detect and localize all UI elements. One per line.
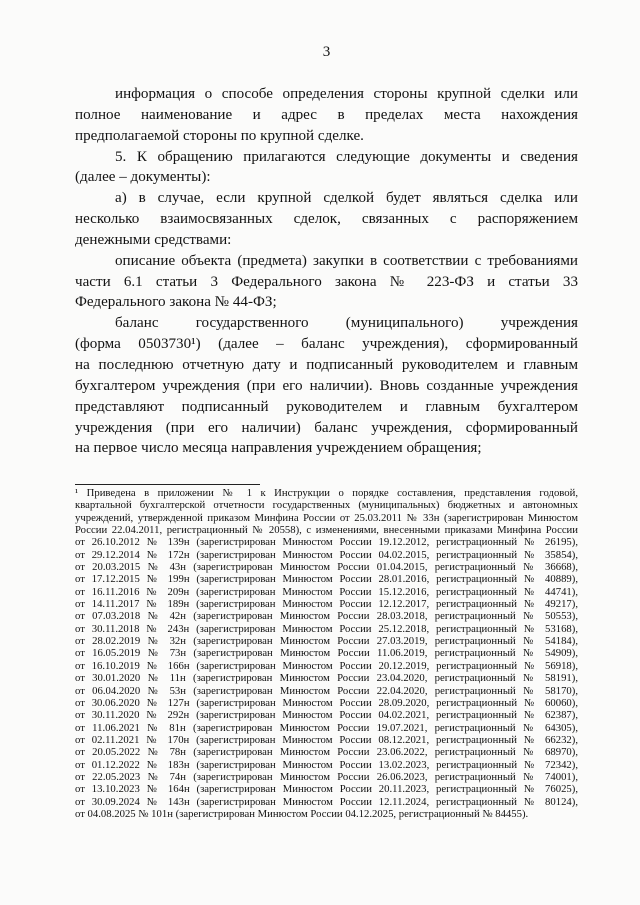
text-line: описание объекта (предмета) закупки в соответствии с требованиями	[115, 252, 578, 269]
text-line: бухгалтером учреждения (при его наличии). Вновь созданные учреждения	[75, 377, 578, 394]
footnote-separator	[75, 484, 260, 485]
footnote-line: от 26.10.2012 № 139н (зарегистрирован Минюстом России 19.12.2012, регистрационный № 26195),	[75, 536, 578, 549]
footnote-line: от 07.03.2018 № 42н (зарегистрирован Минюстом России 28.03.2018, регистрационный № 50553),	[75, 610, 578, 623]
text-line: а) в случае, если крупной сделкой будет являться сделка или	[115, 190, 578, 207]
footnote	[75, 487, 578, 820]
footnote-line: от 16.10.2019 № 166н (зарегистрирован Минюстом России 20.12.2019, регистрационный № 56918),	[75, 659, 578, 672]
text-line: информация о способе определения стороны крупной сделки или	[115, 86, 578, 102]
text-line: учреждения (при его наличии) баланс учреждения, сформированный	[75, 419, 578, 436]
footnote-line: от 01.12.2022 № 183н (зарегистрирован Минюстом России 13.02.2023, регистрационный № 72342),	[75, 758, 578, 771]
paragraph-procurement-description	[75, 251, 578, 314]
footnote-line: от 13.10.2023 № 164н (зарегистрирован Минюстом России 20.11.2023, регистрационный № 76025),	[75, 783, 578, 796]
footnote-line: от 06.04.2020 № 53н (зарегистрирован Минюстом России 22.04.2020, регистрационный № 58170),	[75, 684, 578, 697]
footnote-line: учреждений, утвержденной приказом Минфина России от 25.03.2011 № 33н (зарегистрирован Минюстом	[75, 511, 578, 524]
footnote-line: от 30.09.2024 № 143н (зарегистрирован Минюстом России 12.11.2024, регистрационный № 80124),	[75, 795, 578, 808]
text-line: на первое число месяца направления учреждением обращения;	[75, 440, 482, 457]
footnote-line: от 30.06.2020 № 127н (зарегистрирован Минюстом России 28.09.2020, регистрационный № 60060),	[75, 696, 578, 709]
footnote-line: от 02.11.2021 № 170н (зарегистрирован Минюстом России 08.12.2021, регистрационный № 66232),	[75, 733, 578, 746]
text-line: представляют подписанный руководителем и главным бухгалтером	[75, 398, 578, 415]
footnote-line: от 28.02.2019 № 32н (зарегистрирован Минюстом России 27.03.2019, регистрационный № 54184),	[75, 635, 578, 648]
document-body	[75, 84, 578, 459]
footnote-line: от 22.05.2023 № 74н (зарегистрирован Минюстом России 26.06.2023, регистрационный № 74001),	[75, 770, 578, 783]
footnote-line: от 29.12.2014 № 172н (зарегистрирован Минюстом России 04.02.2015, регистрационный № 35854),	[75, 548, 578, 561]
footnote-line: от 11.06.2021 № 81н (зарегистрирован Минюстом России 19.07.2021, регистрационный № 64305),	[75, 721, 578, 734]
paragraph-counterparty-info	[75, 84, 578, 147]
footnote-line: от 30.01.2020 № 11н (зарегистрирован Минюстом России 23.04.2020, регистрационный № 58191),	[75, 672, 578, 685]
footnote-line: ¹ Приведена в приложении № 1 к Инструкции о порядке составления, представления годовой,	[75, 487, 578, 499]
footnote-line: России 22.04.2011, регистрационный № 20558), с изменениями, внесенными приказами Минфина России	[75, 524, 578, 537]
paragraph-subitem-a	[75, 188, 578, 251]
text-line: Федерального закона № 44-ФЗ;	[75, 294, 277, 311]
paragraph-item-5-documents	[75, 147, 578, 189]
text-line: части 6.1 статьи 3 Федерального закона № 223-ФЗ и статьи 33	[75, 273, 578, 290]
footnote-line: от 30.11.2018 № 243н (зарегистрирован Минюстом России 25.12.2018, регистрационный № 53168),	[75, 622, 578, 635]
footnote-line: от 16.11.2016 № 209н (зарегистрирован Минюстом России 15.12.2016, регистрационный № 44741),	[75, 585, 578, 598]
footnote-line: от 20.05.2022 № 78н (зарегистрирован Минюстом России 23.06.2022, регистрационный № 68970),	[75, 746, 578, 759]
footnote-line: от 30.11.2020 № 292н (зарегистрирован Минюстом России 04.02.2021, регистрационный № 62387),	[75, 709, 578, 722]
text-line: на последнюю отчетную дату и подписанный руководителем и главным	[75, 356, 578, 373]
text-line: 5. К обращению прилагаются следующие документы и сведения	[115, 148, 578, 165]
paragraph-balance-sheet	[75, 313, 578, 459]
footnote-line: от 20.03.2015 № 43н (зарегистрирован Минюстом России 01.04.2015, регистрационный № 36668),	[75, 561, 578, 574]
footnote-line: от 17.12.2015 № 199н (зарегистрирован Минюстом России 28.01.2016, регистрационный № 40889),	[75, 573, 578, 586]
text-line: (форма 0503730¹) (далее – баланс учреждения), сформированный	[75, 336, 578, 353]
text-line: полное наименование и адрес в пределах места нахождения	[75, 106, 578, 123]
footnote-line: квартальной бухгалтерской отчетности государственных (муниципальных) бюджетных и автономных	[75, 499, 578, 512]
text-line: денежными средствами:	[75, 231, 232, 248]
text-line: предполагаемой стороны по крупной сделке.	[75, 127, 364, 144]
text-line: баланс государственного (муниципального) учреждения	[115, 315, 578, 332]
text-line: несколько взаимосвязанных сделок, связанных с распоряжением	[75, 211, 578, 228]
page-number: 3	[322, 44, 331, 60]
footnote-line: от 14.11.2017 № 189н (зарегистрирован Минюстом России 12.12.2017, регистрационный № 49217),	[75, 598, 578, 611]
footnote-line: от 16.05.2019 № 73н (зарегистрирован Минюстом России 11.06.2019, регистрационный № 54909),	[75, 647, 578, 660]
text-line: (далее – документы):	[75, 169, 211, 186]
footnote-line: от 04.08.2025 № 101н (зарегистрирован Минюстом России 04.12.2025, регистрационный № 84455).	[75, 807, 529, 820]
